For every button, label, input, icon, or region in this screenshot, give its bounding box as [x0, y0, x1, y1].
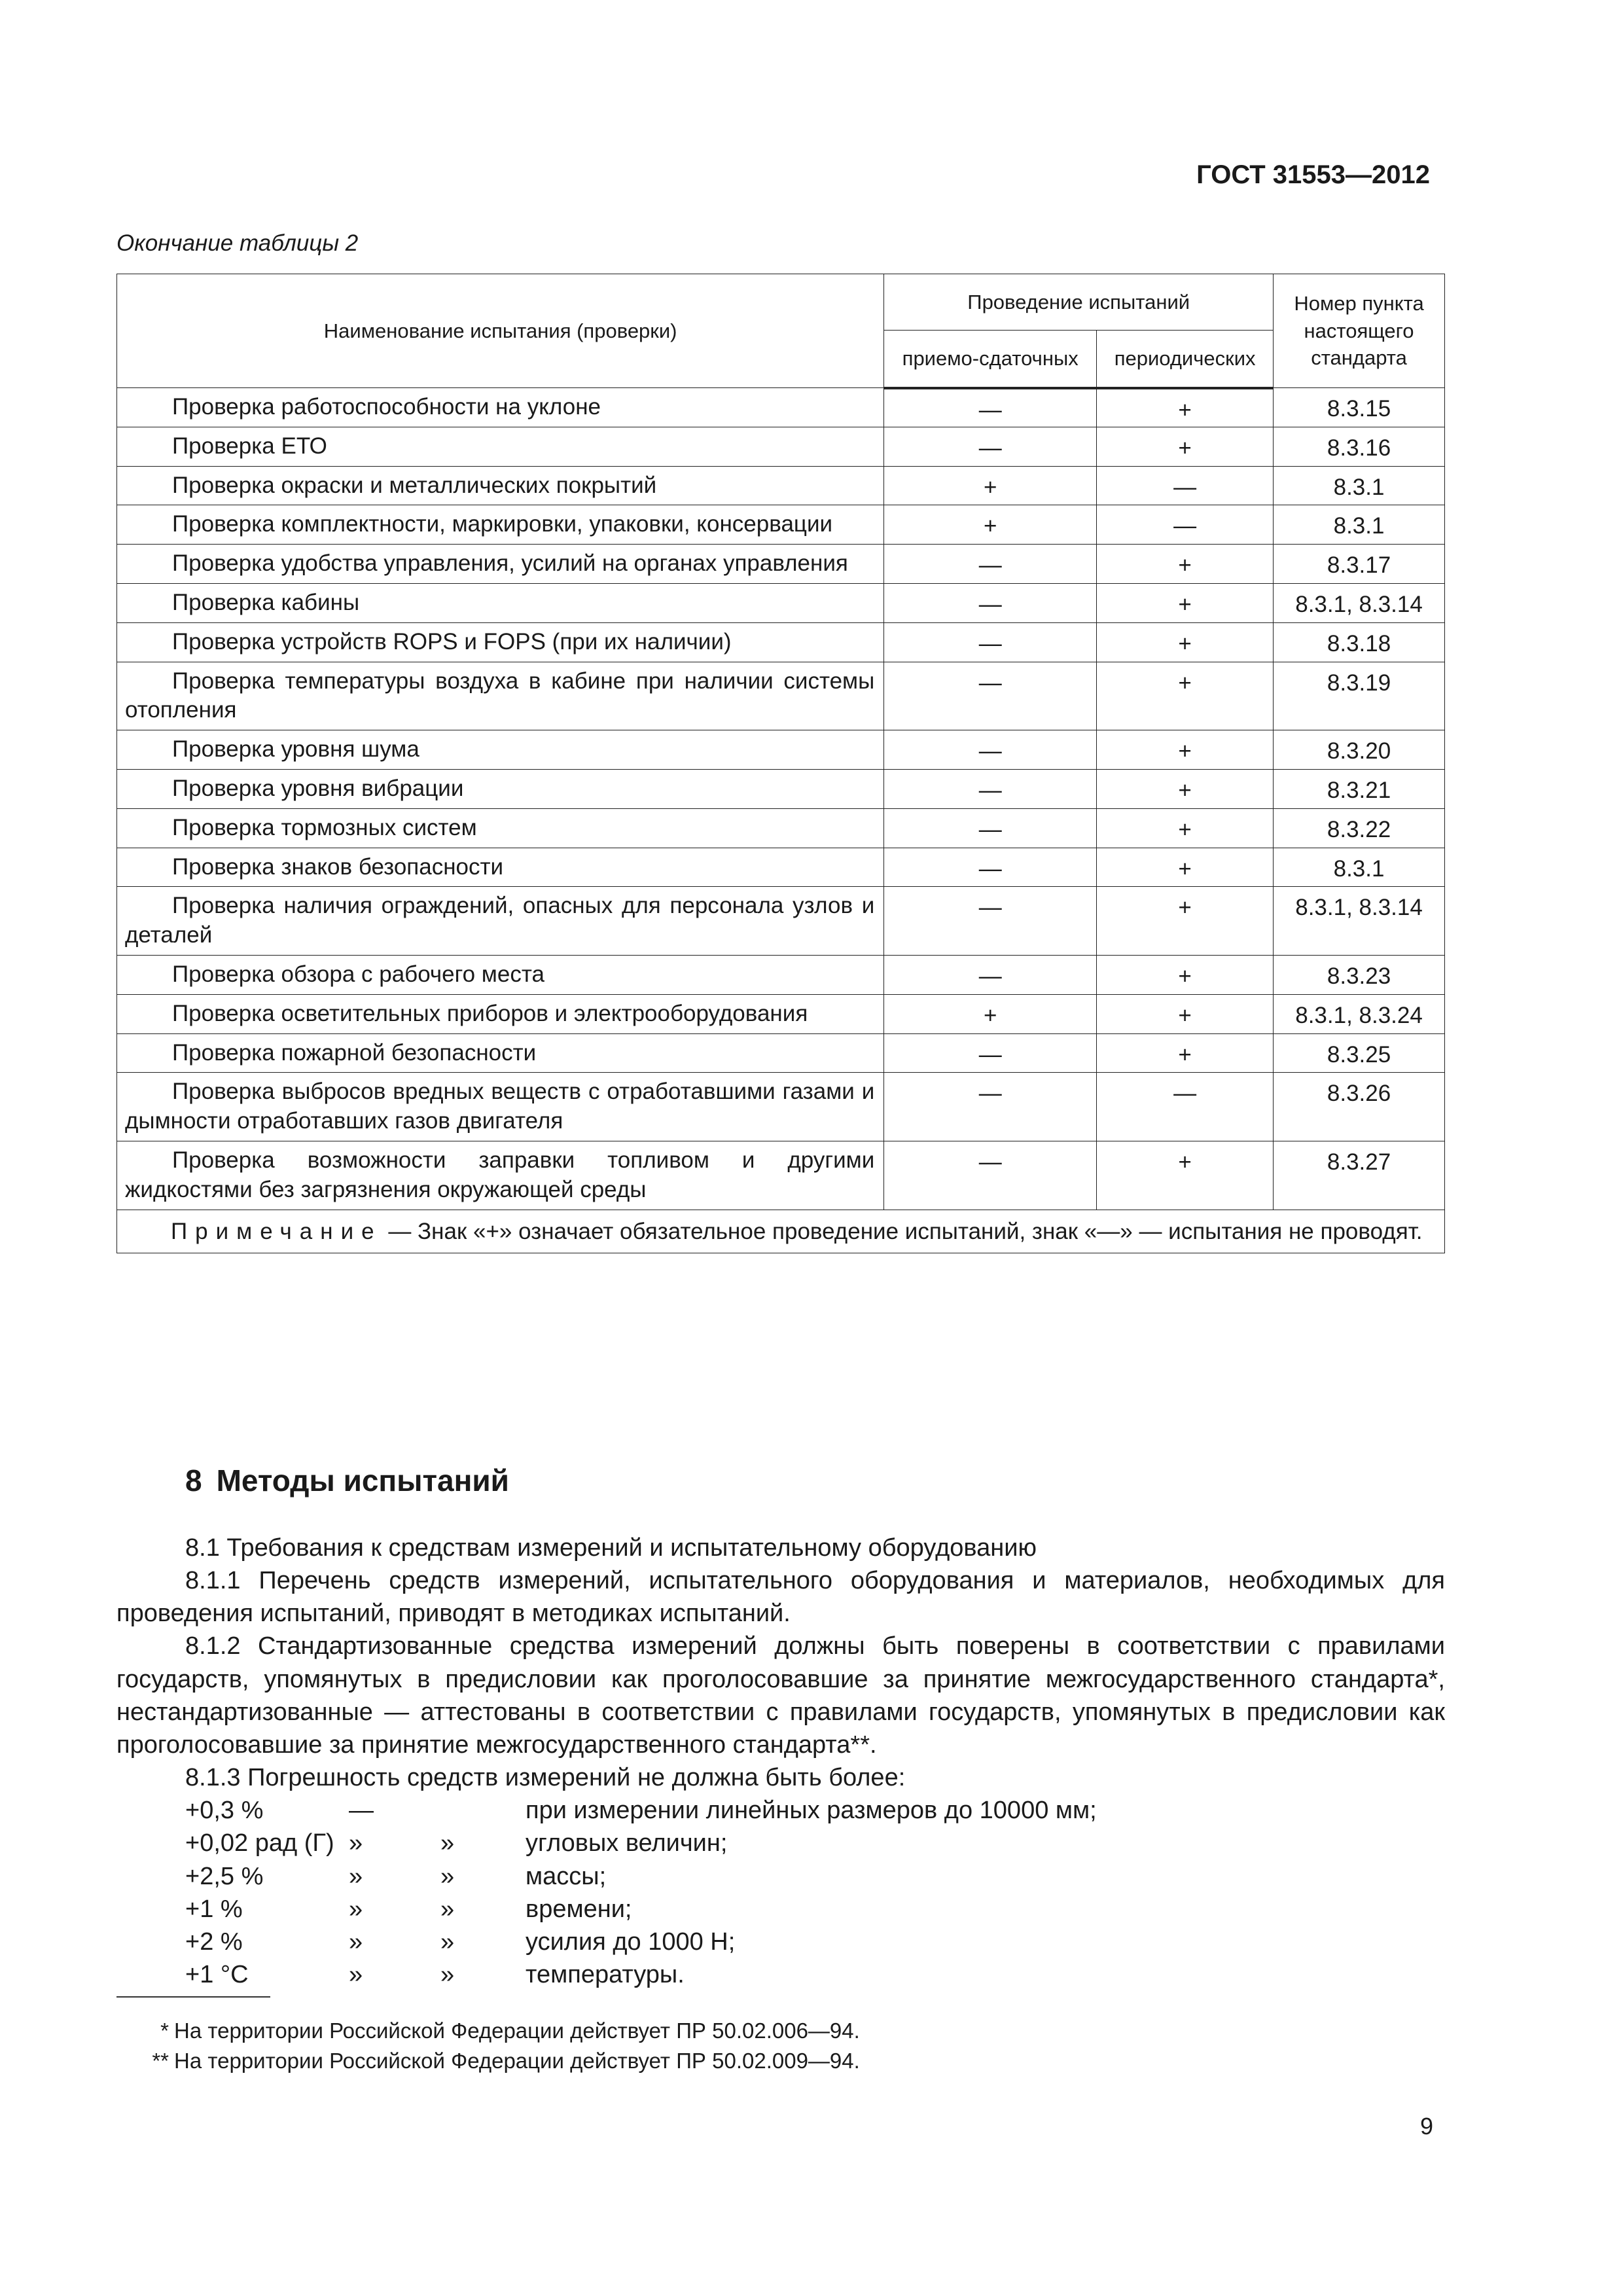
tolerance-description: усилия до 1000 Н; — [526, 1928, 736, 1956]
clause-number: 8.3.1, 8.3.24 — [1274, 994, 1445, 1033]
footnote — [116, 2016, 860, 2046]
header-test-group: Проведение испытаний — [884, 274, 1274, 331]
ditto-mark: — — [349, 1797, 374, 1825]
test-name-cell — [117, 887, 884, 956]
acceptance-mark: — — [884, 887, 1097, 956]
page-number: 9 — [1419, 2113, 1433, 2140]
clause-number: 8.3.23 — [1274, 955, 1445, 994]
test-name: Проверка уровня шума — [172, 736, 419, 762]
table-row — [117, 808, 1445, 848]
table-row — [117, 955, 1445, 994]
table-row — [117, 769, 1445, 808]
test-name-cell — [117, 1033, 884, 1073]
test-name: Проверка температуры воздуха в кабине при наличии системы отопления — [125, 668, 875, 723]
section-title: Методы испытаний — [216, 1463, 509, 1498]
clause-number: 8.3.20 — [1274, 730, 1445, 770]
clause-number: 8.3.1 — [1274, 505, 1445, 545]
tolerance-value: +1 °С — [185, 1961, 249, 1989]
test-name-cell — [117, 955, 884, 994]
periodic-mark: + — [1097, 848, 1274, 887]
clause-number: 8.3.17 — [1274, 545, 1445, 584]
acceptance-mark: — — [884, 808, 1097, 848]
acceptance-mark: — — [884, 1141, 1097, 1210]
table-body — [117, 388, 1445, 1210]
test-name: Проверка возможности заправки топливом и другими жидкостями без загрязнения окружающей среды — [125, 1147, 875, 1202]
test-name-cell — [117, 1073, 884, 1141]
ditto-mark: » — [349, 1895, 363, 1923]
periodic-mark: + — [1097, 545, 1274, 584]
clause-number: 8.3.1, 8.3.14 — [1274, 583, 1445, 622]
table-row — [117, 545, 1445, 584]
periodic-mark: + — [1097, 662, 1274, 730]
periodic-mark: + — [1097, 808, 1274, 848]
periodic-mark: + — [1097, 1033, 1274, 1073]
table-note — [117, 1210, 1445, 1253]
clause-number: 8.3.1, 8.3.14 — [1274, 887, 1445, 956]
table-row — [117, 887, 1445, 956]
periodic-mark: + — [1097, 769, 1274, 808]
acceptance-mark: + — [884, 505, 1097, 545]
test-name-cell — [117, 808, 884, 848]
test-name: Проверка знаков безопасности — [172, 853, 504, 880]
paragraph-8-1-1: 8.1.1 Перечень средств измерений, испытательного оборудования и материалов, необходимых для проведения испытаний, приводят в методиках испытаний. — [116, 1567, 1445, 1628]
test-name: Проверка удобства управления, усилий на органах управления — [172, 550, 848, 577]
tolerance-description: угловых величин; — [526, 1829, 728, 1857]
tolerance-value: +2 % — [185, 1928, 243, 1956]
footnote-divider — [116, 1996, 270, 1998]
clause-number: 8.3.18 — [1274, 622, 1445, 662]
acceptance-mark: — — [884, 388, 1097, 427]
table-row — [117, 466, 1445, 505]
ditto-mark: » — [440, 1961, 455, 1989]
footnote — [116, 2046, 860, 2076]
ditto-mark: » — [349, 1862, 363, 1890]
test-name: Проверка уровня вибрации — [172, 775, 464, 801]
clause-number: 8.3.26 — [1274, 1073, 1445, 1141]
acceptance-mark: — — [884, 583, 1097, 622]
table-caption: Окончание таблицы 2 — [116, 230, 359, 256]
section-number: 8 — [185, 1463, 202, 1498]
footnote-text: На территории Российской Федерации действует ПР 50.02.009—94. — [174, 2049, 860, 2073]
tolerance-list — [185, 1794, 1445, 1991]
acceptance-mark: — — [884, 545, 1097, 584]
footnotes — [116, 2016, 860, 2076]
test-name-cell — [117, 622, 884, 662]
periodic-mark: + — [1097, 622, 1274, 662]
acceptance-mark: — — [884, 1033, 1097, 1073]
periodic-mark: + — [1097, 730, 1274, 770]
test-name: Проверка ЕТО — [172, 433, 327, 459]
clause-number: 8.3.16 — [1274, 427, 1445, 466]
header-clause-number: Номер пункта настоящего стандарта — [1274, 274, 1445, 388]
header-periodic: периодических — [1097, 331, 1274, 388]
header-acceptance: приемо-сдаточных — [884, 331, 1097, 388]
footnote-mark: * — [160, 2018, 169, 2043]
footnote-text: На территории Российской Федерации действует ПР 50.02.006—94. — [174, 2018, 860, 2043]
test-name: Проверка комплектности, маркировки, упаковки, консервации — [172, 511, 833, 537]
table-row — [117, 388, 1445, 427]
tolerance-value: +2,5 % — [185, 1862, 264, 1890]
test-name: Проверка выбросов вредных веществ с отработавшими газами и дымности отработавших газов двигателя — [125, 1079, 875, 1134]
acceptance-mark: — — [884, 427, 1097, 466]
tolerance-description: при измерении линейных размеров до 10000 мм; — [526, 1797, 1097, 1825]
table-row — [117, 730, 1445, 770]
test-name-cell — [117, 505, 884, 545]
clause-number: 8.3.1 — [1274, 848, 1445, 887]
clause-number: 8.3.22 — [1274, 808, 1445, 848]
paragraph-8-1: 8.1 Требования к средствам измерений и испытательному оборудованию — [185, 1534, 1037, 1562]
ditto-mark: » — [349, 1928, 363, 1956]
test-name: Проверка окраски и металлических покрытий — [172, 472, 657, 498]
periodic-mark: + — [1097, 427, 1274, 466]
clause-number: 8.3.25 — [1274, 1033, 1445, 1073]
periodic-mark: + — [1097, 388, 1274, 427]
note-label: Примечание — [171, 1218, 382, 1244]
periodic-mark: + — [1097, 994, 1274, 1033]
tolerance-value: +0,3 % — [185, 1797, 264, 1825]
test-name-cell — [117, 662, 884, 730]
periodic-mark: + — [1097, 955, 1274, 994]
test-name: Проверка наличия ограждений, опасных для персонала узлов и деталей — [125, 893, 875, 948]
tolerance-value: +1 % — [185, 1895, 243, 1923]
table-row — [117, 848, 1445, 887]
acceptance-mark: + — [884, 466, 1097, 505]
clause-number: 8.3.1 — [1274, 466, 1445, 505]
section-body — [116, 1532, 1445, 1991]
test-name-cell — [117, 427, 884, 466]
clause-number: 8.3.19 — [1274, 662, 1445, 730]
test-name-cell — [117, 848, 884, 887]
periodic-mark: — — [1097, 505, 1274, 545]
ditto-mark: » — [440, 1829, 455, 1857]
table-row — [117, 622, 1445, 662]
table-row — [117, 583, 1445, 622]
note-text: — Знак «+» означает обязательное проведение испытаний, знак «—» — испытания не проводят. — [382, 1218, 1423, 1244]
test-name: Проверка пожарной безопасности — [172, 1039, 537, 1066]
ditto-mark: » — [349, 1829, 363, 1857]
acceptance-mark: — — [884, 622, 1097, 662]
table-row — [117, 994, 1445, 1033]
table-row — [117, 1033, 1445, 1073]
tolerance-value: +0,02 рад (Г) — [185, 1829, 334, 1857]
acceptance-mark: — — [884, 955, 1097, 994]
tolerance-description: температуры. — [526, 1961, 685, 1989]
ditto-mark — [440, 1794, 526, 1827]
header-test-name: Наименование испытания (проверки) — [117, 274, 884, 388]
clause-number: 8.3.21 — [1274, 769, 1445, 808]
test-name: Проверка обзора с рабочего места — [172, 961, 544, 987]
table-row — [117, 662, 1445, 730]
test-name-cell — [117, 1141, 884, 1210]
test-name: Проверка тормозных систем — [172, 814, 477, 840]
periodic-mark: — — [1097, 466, 1274, 505]
test-name: Проверка осветительных приборов и электрооборудования — [172, 1000, 808, 1026]
ditto-mark: » — [440, 1928, 455, 1956]
acceptance-mark: — — [884, 769, 1097, 808]
periodic-mark: + — [1097, 583, 1274, 622]
ditto-mark: » — [440, 1895, 455, 1923]
acceptance-mark: — — [884, 730, 1097, 770]
test-name-cell — [117, 994, 884, 1033]
test-name-cell — [117, 466, 884, 505]
table-row — [117, 1141, 1445, 1210]
periodic-mark: + — [1097, 887, 1274, 956]
test-name-cell — [117, 583, 884, 622]
test-name-cell — [117, 545, 884, 584]
tolerance-description: массы; — [526, 1862, 607, 1890]
test-name: Проверка работоспособности на уклоне — [172, 394, 601, 420]
table-row — [117, 427, 1445, 466]
paragraph-8-1-2: 8.1.2 Стандартизованные средства измерений должны быть поверены в соответствии с правилами государств, упомянутых в предисловии как проголосовавшие за принятие межгосударственного стандарта*, нестандартизованные — аттестованы в соответствии с правилами государств, упомянутых в предисловии как проголосовавшие за принятие межгосударственного стандарта**. — [116, 1632, 1445, 1759]
ditto-mark: » — [440, 1862, 455, 1890]
acceptance-mark: + — [884, 994, 1097, 1033]
acceptance-mark: — — [884, 662, 1097, 730]
test-name-cell — [117, 769, 884, 808]
acceptance-mark: — — [884, 1073, 1097, 1141]
clause-number: 8.3.15 — [1274, 388, 1445, 427]
footnote-mark: ** — [152, 2049, 169, 2073]
test-name-cell — [117, 388, 884, 427]
tolerance-description: времени; — [526, 1895, 632, 1923]
periodic-mark: — — [1097, 1073, 1274, 1141]
test-name: Проверка кабины — [172, 589, 360, 615]
table-row — [117, 1073, 1445, 1141]
clause-number: 8.3.27 — [1274, 1141, 1445, 1210]
periodic-mark: + — [1097, 1141, 1274, 1210]
tests-table — [116, 274, 1445, 1253]
document-code: ГОСТ 31553—2012 — [1196, 160, 1430, 189]
acceptance-mark: — — [884, 848, 1097, 887]
table-row — [117, 505, 1445, 545]
section-heading — [185, 1463, 509, 1498]
test-name-cell — [117, 730, 884, 770]
ditto-mark: » — [349, 1961, 363, 1989]
paragraph-8-1-3: 8.1.3 Погрешность средств измерений не должна быть более: — [185, 1764, 906, 1792]
test-name: Проверка устройств ROPS и FOPS (при их наличии) — [172, 628, 732, 655]
